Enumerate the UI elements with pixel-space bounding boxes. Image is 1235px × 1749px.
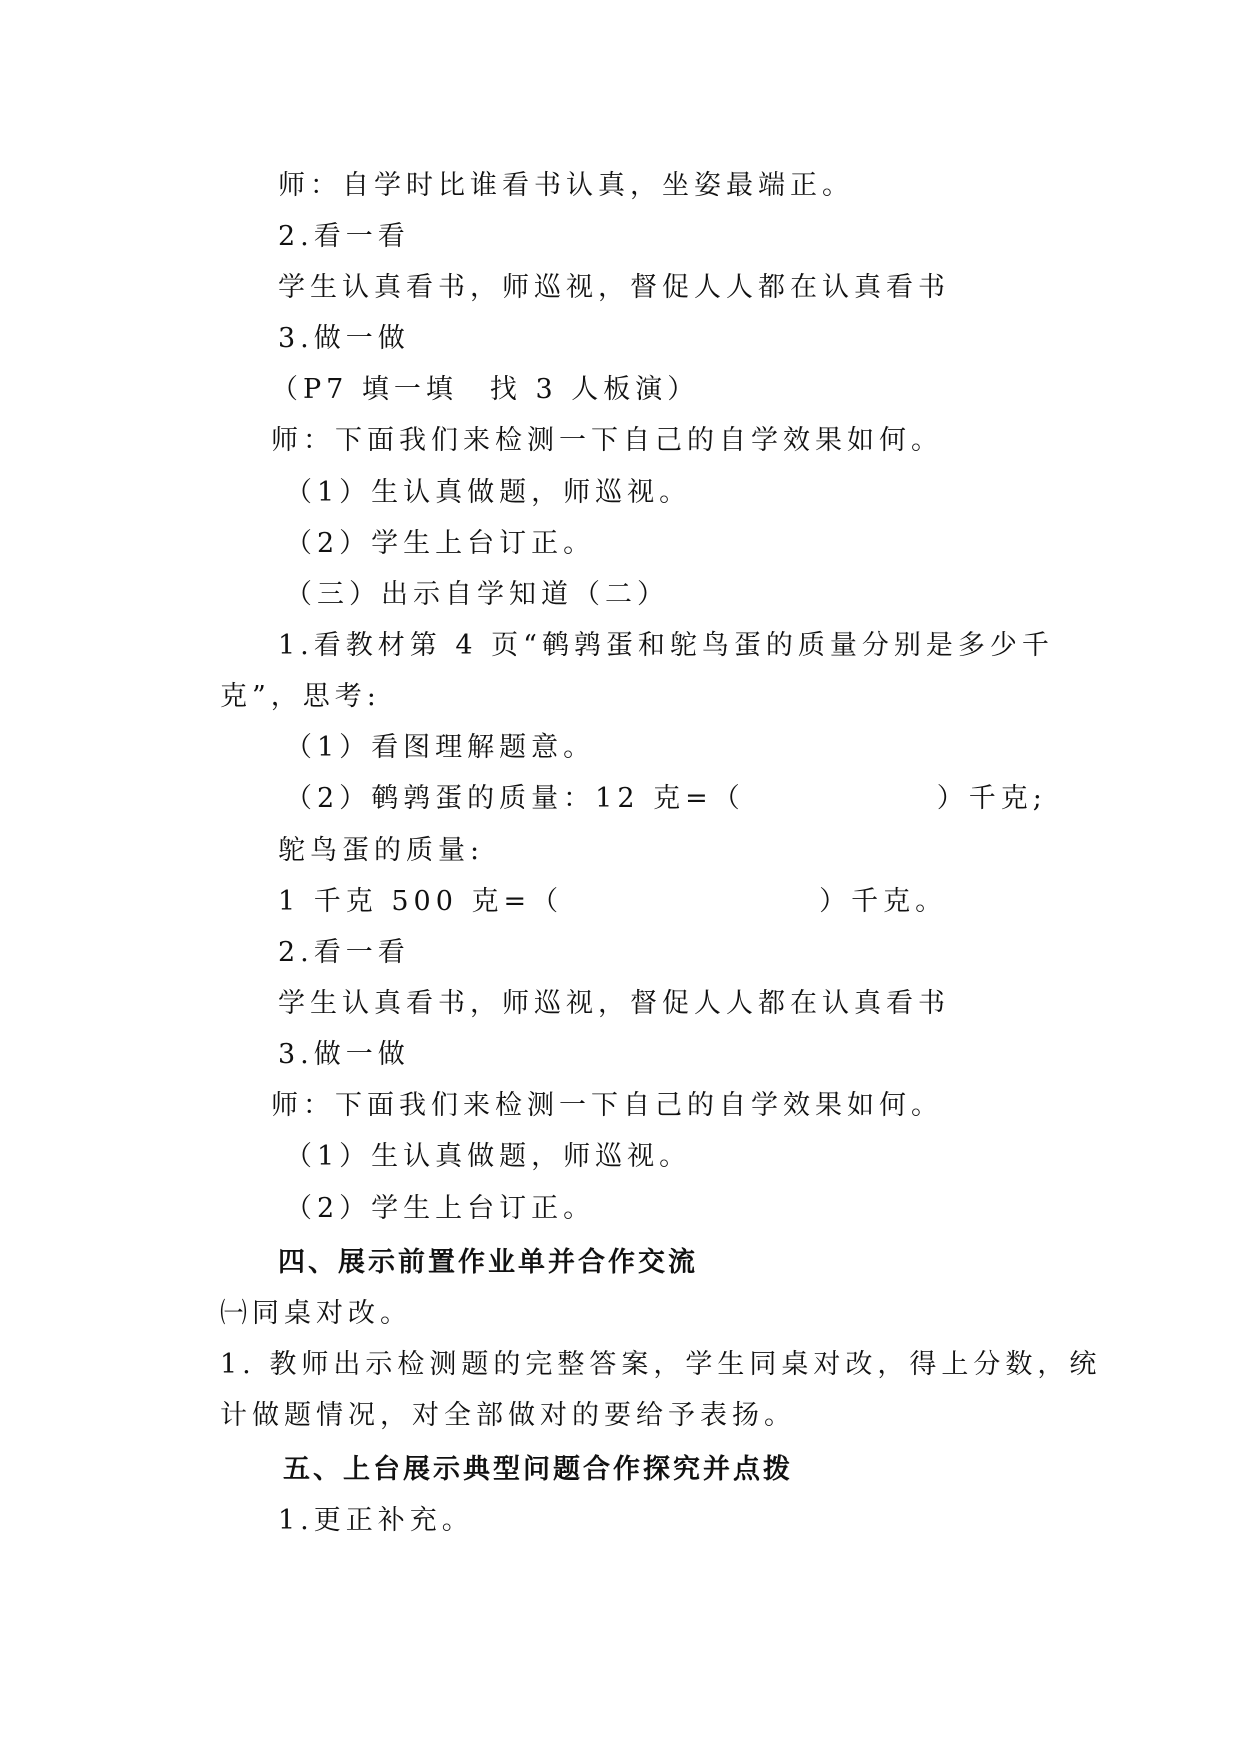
paragraph-line: （2）学生上台订正。 <box>285 1193 596 1224</box>
paragraph-line: 1. 教师出示检测题的完整答案，学生同桌对改，得上分数，统 <box>220 1349 1102 1380</box>
section-heading: 五、上台展示典型问题合作探究并点拨 <box>283 1454 793 1485</box>
paragraph-line: 师：自学时比谁看书认真，坐姿最端正。 <box>278 170 854 201</box>
paragraph-line: 3.做一做 <box>278 323 410 354</box>
paragraph-line: 1.更正补充。 <box>278 1505 474 1536</box>
paragraph-line: （2）学生上台订正。 <box>285 528 596 559</box>
section-heading: 四、展示前置作业单并合作交流 <box>278 1247 698 1278</box>
paragraph-line: （1）生认真做题，师巡视。 <box>285 477 692 508</box>
paragraph-line: 学生认真看书，师巡视，督促人人都在认真看书 <box>278 988 950 1019</box>
paragraph-line: （1）看图理解题意。 <box>285 732 596 763</box>
paragraph-line: 1.看教材第 4 页“鹌鹑蛋和鸵鸟蛋的质量分别是多少千 <box>278 630 1054 661</box>
paragraph-line: 2.看一看 <box>278 221 410 252</box>
paragraph-line: （1）生认真做题，师巡视。 <box>285 1141 692 1172</box>
paragraph-line: 鸵鸟蛋的质量: <box>278 835 485 866</box>
paragraph-line: 2.看一看 <box>278 937 410 968</box>
paragraph-line: 1 千克 500 克=（ ）千克。 <box>278 886 948 917</box>
paragraph-line: 师：下面我们来检测一下自己的自学效果如何。 <box>271 425 943 456</box>
paragraph-line: 克”，思考: <box>220 681 381 712</box>
paragraph-line: ㈠同桌对改。 <box>220 1298 412 1329</box>
paragraph-line: （2）鹌鹑蛋的质量：12 克=（ ）千克; <box>285 783 1047 814</box>
paragraph-line: 学生认真看书，师巡视，督促人人都在认真看书 <box>278 272 950 303</box>
paragraph-line: （P7 填一填 找 3 人板演） <box>271 374 700 405</box>
paragraph-line: 3.做一做 <box>278 1039 410 1070</box>
paragraph-line: 计做题情况，对全部做对的要给予表扬。 <box>220 1400 796 1431</box>
paragraph-line: （三）出示自学知道（二） <box>285 579 669 610</box>
paragraph-line: 师：下面我们来检测一下自己的自学效果如何。 <box>271 1090 943 1121</box>
